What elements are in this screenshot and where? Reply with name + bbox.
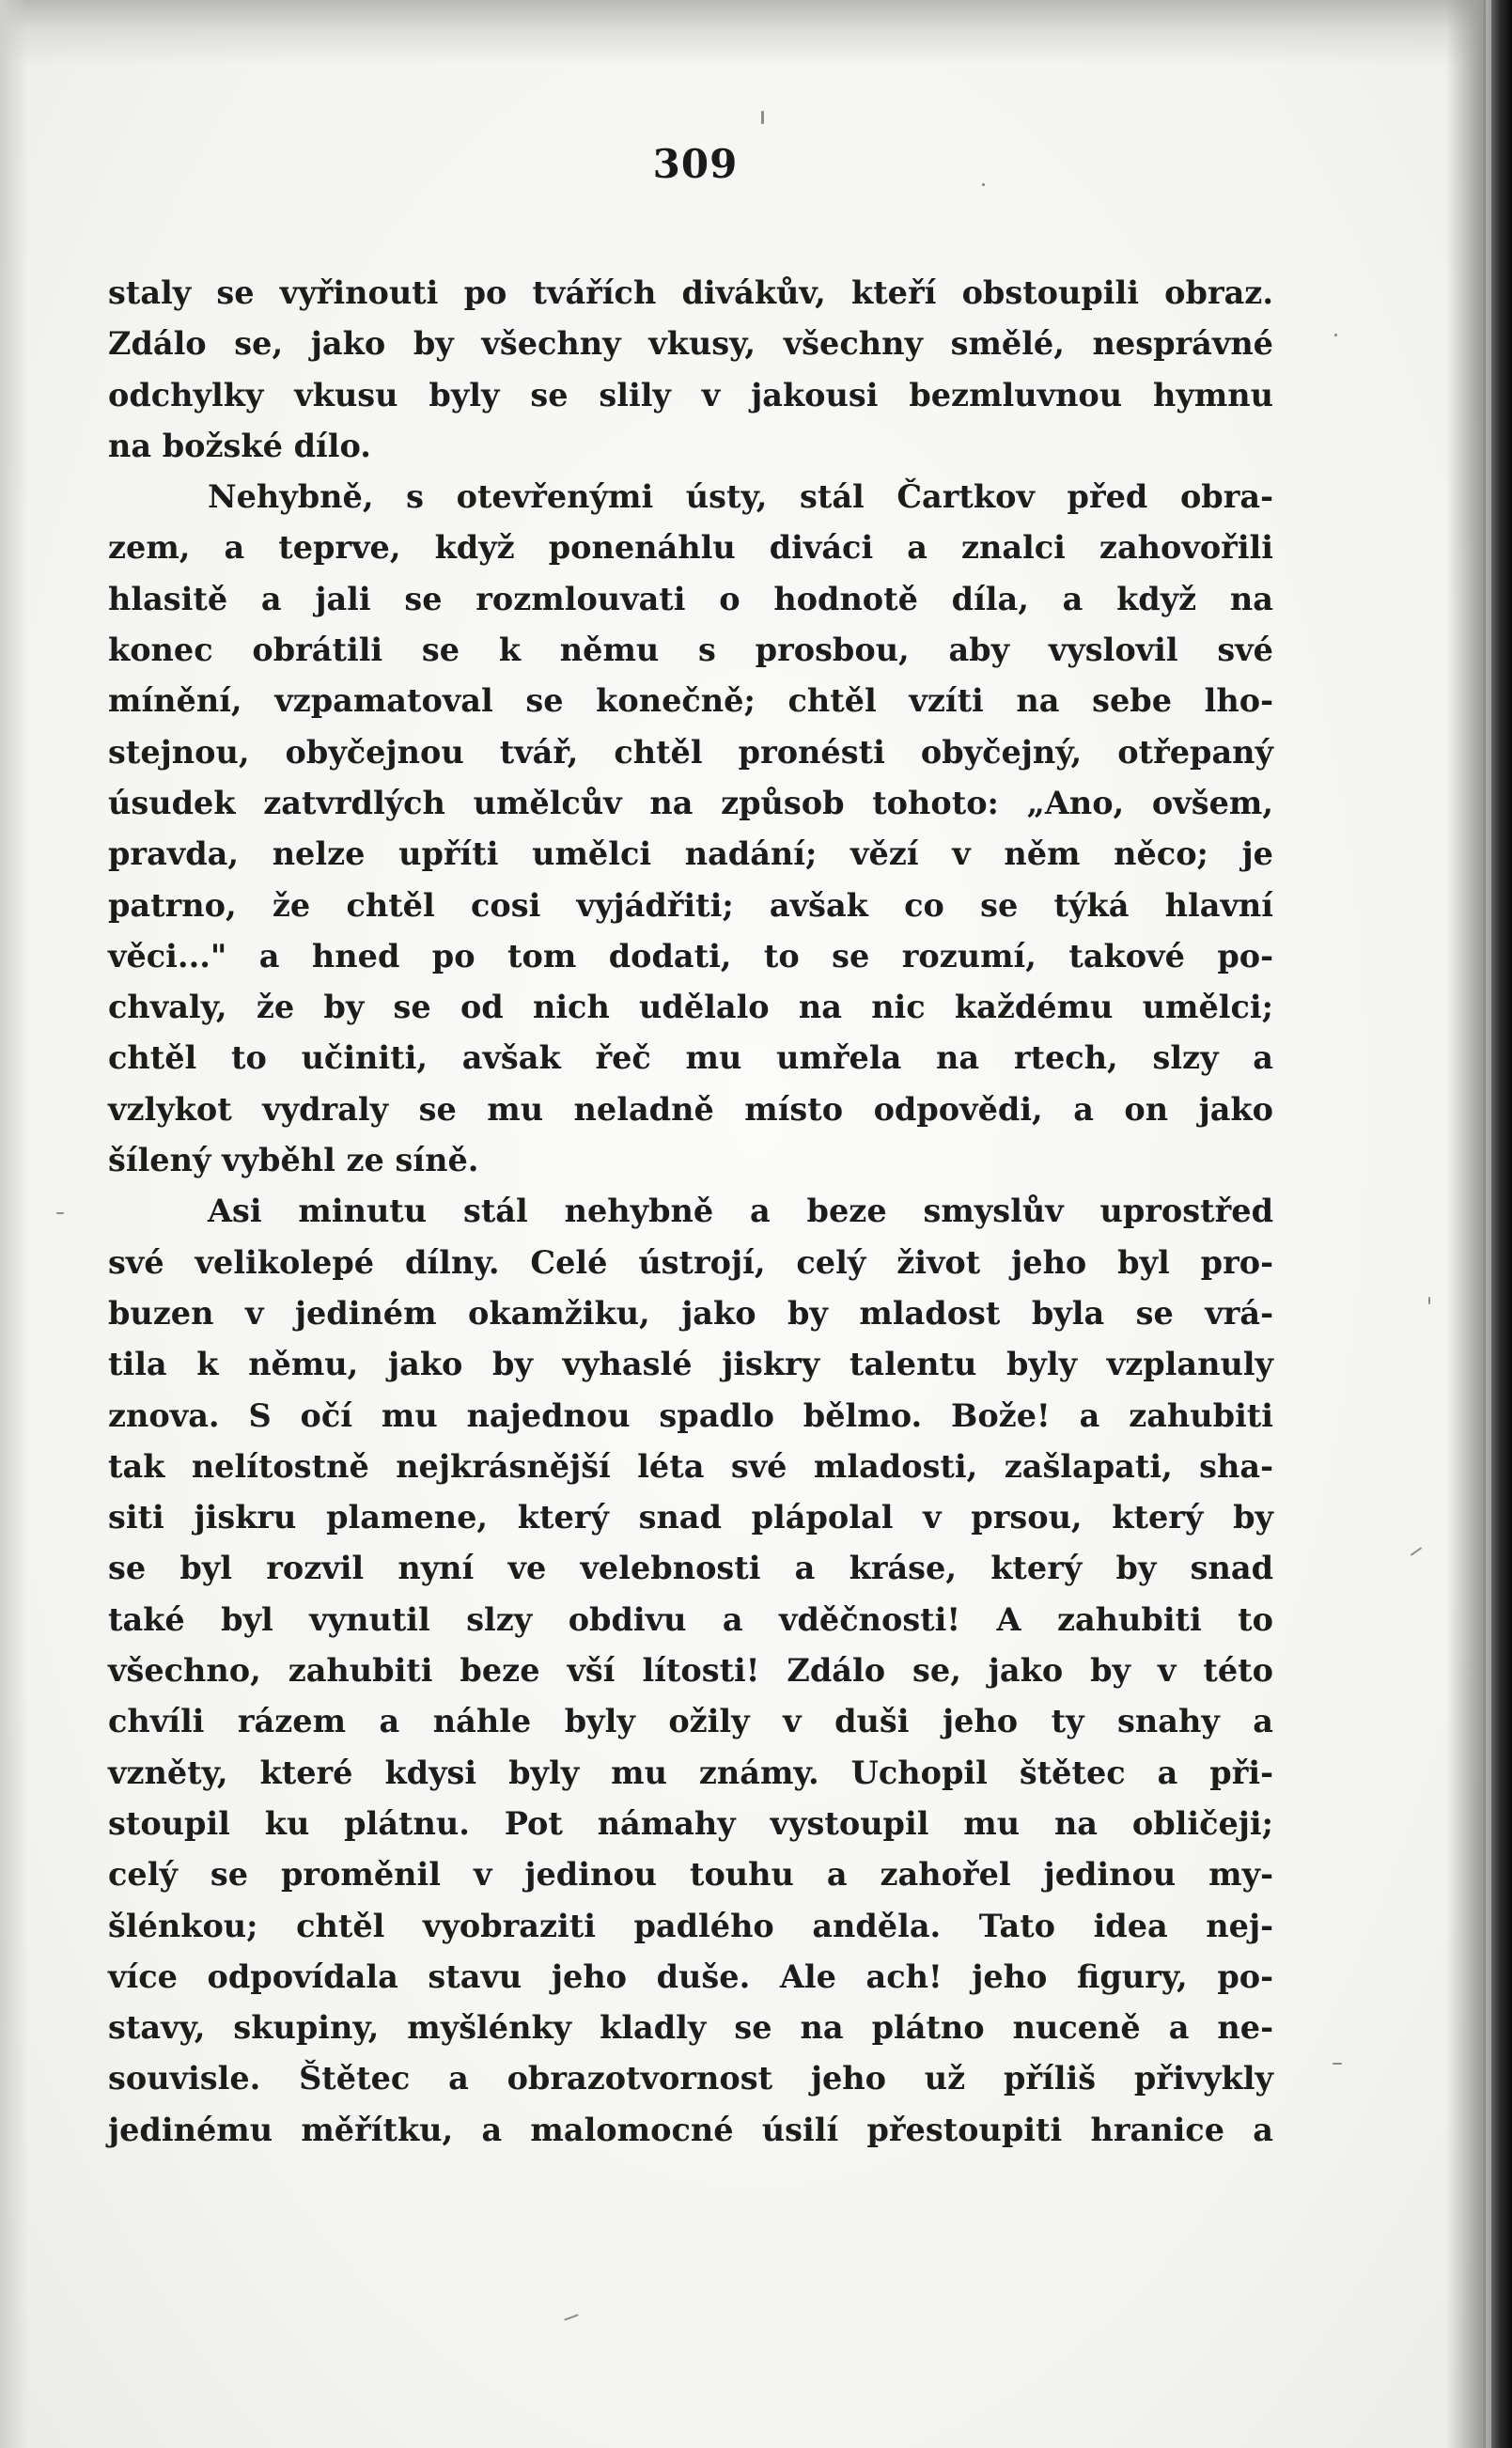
page-left-shadow xyxy=(0,0,28,2448)
scan-speck xyxy=(1334,334,1337,336)
scan-speck xyxy=(1333,2063,1342,2065)
text-line: hlasitě a jali se rozmlouvati o hodnotě díla, a když na xyxy=(108,580,1273,617)
text-line: tila k němu, jako by vyhaslé jiskry talentu byly vzplanuly xyxy=(108,1346,1273,1383)
scan-speck xyxy=(1428,1297,1430,1304)
text-line: šílený vyběhl ze síně. xyxy=(108,1142,479,1179)
scan-speck xyxy=(761,111,764,124)
scan-speck xyxy=(564,2314,579,2320)
text-line: celý se proměnil v jedinou touhu a zahořel jedinou my- xyxy=(108,1856,1273,1894)
page-number: 309 xyxy=(652,141,739,187)
text-line: také byl vynutil slzy obdivu a vděčnosti! A zahubiti to xyxy=(108,1600,1273,1638)
text-line: se byl rozvil nyní ve velebnosti a kráse, který by snad xyxy=(108,1550,1273,1587)
text-line: stavy, skupiny, myšlénky kladly se na plátno nuceně a ne- xyxy=(108,2009,1273,2047)
text-line: buzen v jediném okamžiku, jako by mladost byla se vrá- xyxy=(108,1294,1273,1332)
text-line: jedinému měřítku, a malomocné úsilí přestoupiti hranice a xyxy=(108,2111,1273,2148)
text-line: Asi minutu stál nehybně a beze smyslův uprostřed xyxy=(208,1193,1273,1230)
text-line: siti jiskru plamene, který snad plápolal v prsou, který by xyxy=(108,1499,1273,1536)
text-line: chtěl to učiniti, avšak řeč mu umřela na rtech, slzy a xyxy=(108,1039,1273,1077)
text-line: chvíli rázem a náhle byly ožily v duši jeho ty snahy a xyxy=(108,1703,1273,1740)
text-line: na božské dílo. xyxy=(108,427,371,464)
page-right-edge-shadow xyxy=(1446,0,1512,2448)
scan-speck xyxy=(56,1212,64,1214)
text-line: vzněty, které kdysi byly mu známy. Uchopil štětec a při- xyxy=(108,1754,1273,1791)
text-line: zem, a teprve, když ponenáhlu diváci a znalci zahovořili xyxy=(108,529,1273,567)
scan-speck xyxy=(1411,1547,1423,1556)
text-line: Nehybně, s otevřenými ústy, stál Čartkov před obra- xyxy=(208,478,1273,516)
page-top-shadow xyxy=(0,0,1512,66)
text-line: stoupil ku plátnu. Pot námahy vystoupil mu na obličeji; xyxy=(108,1804,1273,1842)
text-line: šlénkou; chtěl vyobraziti padlého anděla. Tato idea nej- xyxy=(108,1907,1273,1944)
text-line: tak nelítostně nejkrásnější léta své mladosti, zašlapati, sha- xyxy=(108,1447,1273,1485)
text-line: věci..." a hned po tom dodati, to se rozumí, takové po- xyxy=(108,937,1273,975)
text-line: úsudek zatvrdlých umělcův na způsob tohoto: „Ano, ovšem, xyxy=(108,784,1273,821)
body-text xyxy=(108,268,1273,2156)
page-right-edge-highlight xyxy=(1486,0,1491,2448)
text-line: staly se vyřinouti po tvářích divákův, kteří obstoupili obraz. xyxy=(108,274,1273,311)
text-line: více odpovídala stavu jeho duše. Ale ach! jeho figury, po- xyxy=(108,1957,1273,1995)
text-line: konec obrátili se k němu s prosbou, aby vyslovil své xyxy=(108,631,1273,669)
text-line: souvisle. Štětec a obrazotvornost jeho už příliš přivykly xyxy=(108,2060,1273,2097)
text-line: stejnou, obyčejnou tvář, chtěl pronésti obyčejný, otřepaný xyxy=(108,733,1273,771)
text-line: znova. S očí mu najednou spadlo bělmo. Bože! a zahubiti xyxy=(108,1396,1273,1434)
text-line: odchylky vkusu byly se slily v jakousi bezmluvnou hymnu xyxy=(108,376,1273,413)
text-line: Zdálo se, jako by všechny vkusy, všechny smělé, nesprávné xyxy=(108,325,1273,363)
text-line: pravda, nelze upříti umělci nadání; vězí v něm něco; je xyxy=(108,835,1273,873)
text-line: patrno, že chtěl cosi vyjádřiti; avšak co se týká hlavní xyxy=(108,886,1273,924)
text-line: všechno, zahubiti beze vší lítosti! Zdálo se, jako by v této xyxy=(108,1652,1273,1690)
text-line: své velikolepé dílny. Celé ústrojí, celý život jeho byl pro- xyxy=(108,1243,1273,1281)
text-line: vzlykot vydraly se mu neladně místo odpovědi, a on jako xyxy=(108,1090,1273,1128)
text-line: mínění, vzpamatoval se konečně; chtěl vzíti na sebe lho- xyxy=(108,682,1273,720)
text-line: chvaly, že by se od nich udělalo na nic každému umělci; xyxy=(108,989,1273,1026)
